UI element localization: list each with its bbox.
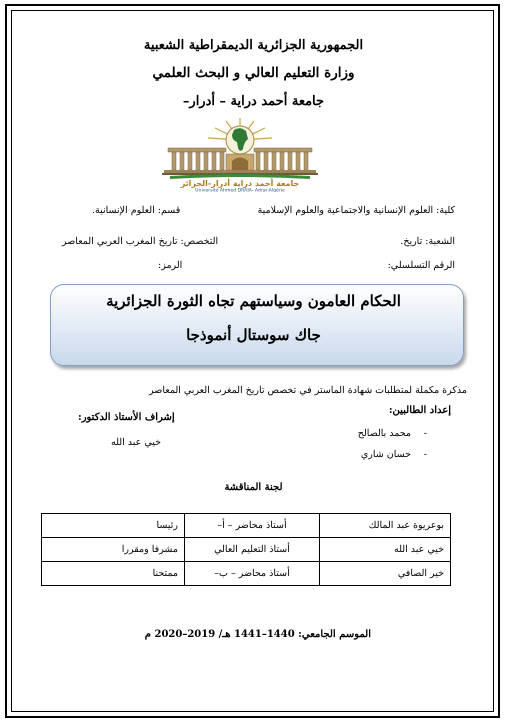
specialty-label: التخصص: تاريخ المغرب العربي المعاصر — [62, 236, 219, 247]
student-bullet: - — [423, 449, 427, 460]
table-row — [42, 562, 451, 586]
student-name: محمد بالصالح — [357, 428, 411, 439]
branch-label: الشعبة: تاريخ. — [400, 236, 455, 247]
logo-latin-name: Université Ahmed DRAIA- Adrar-Algérie — [195, 188, 285, 192]
student-name: حسان شاري — [360, 449, 411, 460]
serial-number-label: الرقم التسلسلي: — [387, 260, 455, 271]
code-label: الرمز: — [158, 260, 183, 271]
jury-table — [41, 513, 451, 586]
jury-member-name: خير الصافي — [320, 562, 451, 586]
thesis-title: الحكام العامون وسياستهم تجاه الثورة الجزائرية — [106, 292, 401, 310]
students-heading: إعداد الطالبين: — [388, 405, 451, 416]
memo-statement: مذكرة مكملة لمتطلبات شهادة الماستر في تخصص تاريخ المغرب العربي المعاصر — [149, 385, 467, 396]
jury-member-role: رئيسا — [42, 514, 185, 538]
ministry-heading: وزارة التعليم العالي و البحث العلمي — [152, 65, 355, 81]
table-row — [42, 538, 451, 562]
academic-year: الموسم الجامعي: 1440–1441 هـ/ 2019–2020 م — [144, 629, 371, 640]
student-bullet: - — [423, 428, 427, 439]
jury-member-role: ممتحنا — [42, 562, 185, 586]
jury-member-rank: أستاذ محاضر – أ– — [185, 514, 320, 538]
jury-member-rank: أستاذ التعليم العالي — [185, 538, 320, 562]
republic-heading: الجمهورية الجزائرية الديمقراطية الشعبية — [143, 38, 364, 53]
jury-member-name: بوعريوة عبد المالك — [320, 514, 451, 538]
faculty-label: كلية: العلوم الإنسانية والاجتماعية والعلوم الإسلامية — [257, 205, 455, 216]
thesis-subtitle: جاك سوستال أنموذجا — [186, 326, 321, 344]
logo-arabic-name: جامعة أحمد دراية أدرار-الجزائر — [180, 179, 300, 188]
university-heading: جامعة أحمد دراية – أدرار– — [182, 94, 325, 109]
university-logo — [160, 112, 320, 192]
jury-heading: لجنة المناقشة — [224, 482, 283, 493]
jury-member-name: خيي عبد الله — [320, 538, 451, 562]
table-row — [42, 514, 451, 538]
jury-member-role: مشرفا ومقررا — [42, 538, 185, 562]
jury-member-rank: أستاذ محاضر – ب– — [185, 562, 320, 586]
department-label: قسم: العلوم الإنسانية. — [92, 205, 181, 216]
supervisor-heading: إشراف الأستاذ الدكتور: — [78, 412, 175, 423]
supervisor-name: خيي عبد الله — [111, 437, 161, 448]
